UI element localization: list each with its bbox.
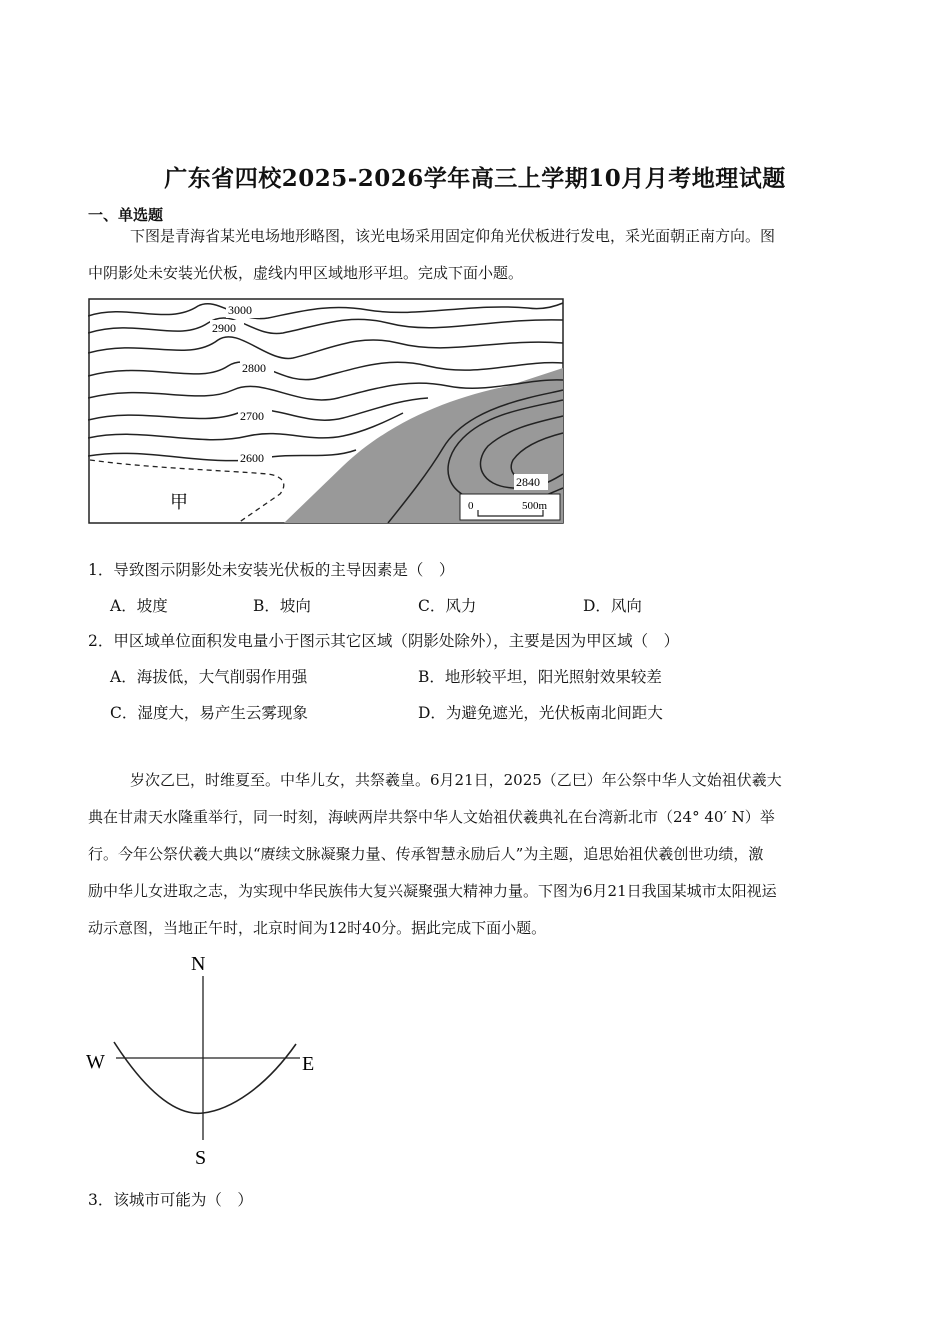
question-1-option-a: A．坡度: [110, 597, 168, 615]
sun-path-curve: [114, 1042, 296, 1113]
passage-1-line-2: 中阴影处未安装光伏板，虚线内甲区域地形平坦。完成下面小题。: [88, 264, 524, 282]
question-3-stem: 3．该城市可能为（ ）: [88, 1191, 253, 1209]
passage-2-line-2: 典在甘肃天水隆重举行，同一时刻，海峡两岸共祭中华人文始祖伏羲典礼在台湾新北市（24° 40′ N）举: [88, 808, 775, 826]
contour-label-2900: 2900: [212, 321, 236, 335]
sun-path-diagram: [80, 948, 330, 1170]
passage-2-line-3: 行。今年公祭伏羲大典以“赓续文脉凝聚力量、传承智慧永励后人”为主题，追思始祖伏羲创世功绩，激: [88, 845, 764, 863]
contour-label-3000: 3000: [228, 303, 252, 317]
contour-label-2700: 2700: [240, 409, 264, 423]
question-2-stem: 2．甲区域单位面积发电量小于图示其它区域（阴影处除外），主要是因为甲区域（ ）: [88, 632, 680, 650]
region-label-jia: 甲: [170, 492, 188, 512]
passage-2-line-5: 动示意图，当地正午时，北京时间为12时40分。据此完成下面小题。: [88, 919, 547, 937]
question-1-option-b: B．坡向: [253, 597, 311, 615]
passage-2-line-4: 励中华儿女进取之志，为实现中华民族伟大复兴凝聚强大精神力量。下图为6月21日我国某城市太阳视运: [88, 882, 777, 900]
contour-label-2840: 2840: [516, 475, 540, 489]
scale-end-label: 500m: [522, 500, 548, 512]
passage-2-line-1: 岁次乙巳，时维夏至。中华儿女，共祭羲皇。6月21日，2025（乙巳）年公祭中华人文始祖伏羲大: [130, 771, 782, 789]
question-2-option-b: B．地形较平坦，阳光照射效果较差: [418, 668, 662, 686]
passage-1-line-1: 下图是青海省某光电场地形略图，该光电场采用固定仰角光伏板进行发电，采光面朝正南方向。图: [130, 227, 776, 245]
question-1-stem: 1．导致图示阴影处未安装光伏板的主导因素是（ ）: [88, 561, 455, 579]
question-2-option-a: A．海拔低，大气削弱作用强: [110, 668, 308, 686]
question-1-option-c: C．风力: [418, 597, 477, 615]
north-label: N: [191, 953, 206, 975]
question-1-option-d: D．风向: [583, 597, 642, 615]
south-label: S: [195, 1147, 207, 1169]
section-heading: 一、单选题: [88, 206, 164, 224]
question-2-option-d: D．为避免遮光，光伏板南北间距大: [418, 704, 663, 722]
contour-label-2600: 2600: [240, 451, 264, 465]
page-title: 广东省四校2025-2026学年高三上学期10月月考地理试题: [164, 165, 786, 192]
question-2-option-c: C．湿度大，易产生云雾现象: [110, 704, 308, 722]
west-label: W: [86, 1051, 105, 1073]
contour-map: [88, 298, 564, 524]
east-label: E: [302, 1053, 315, 1075]
scale-zero-label: 0: [468, 500, 474, 512]
contour-label-2800: 2800: [242, 361, 266, 375]
